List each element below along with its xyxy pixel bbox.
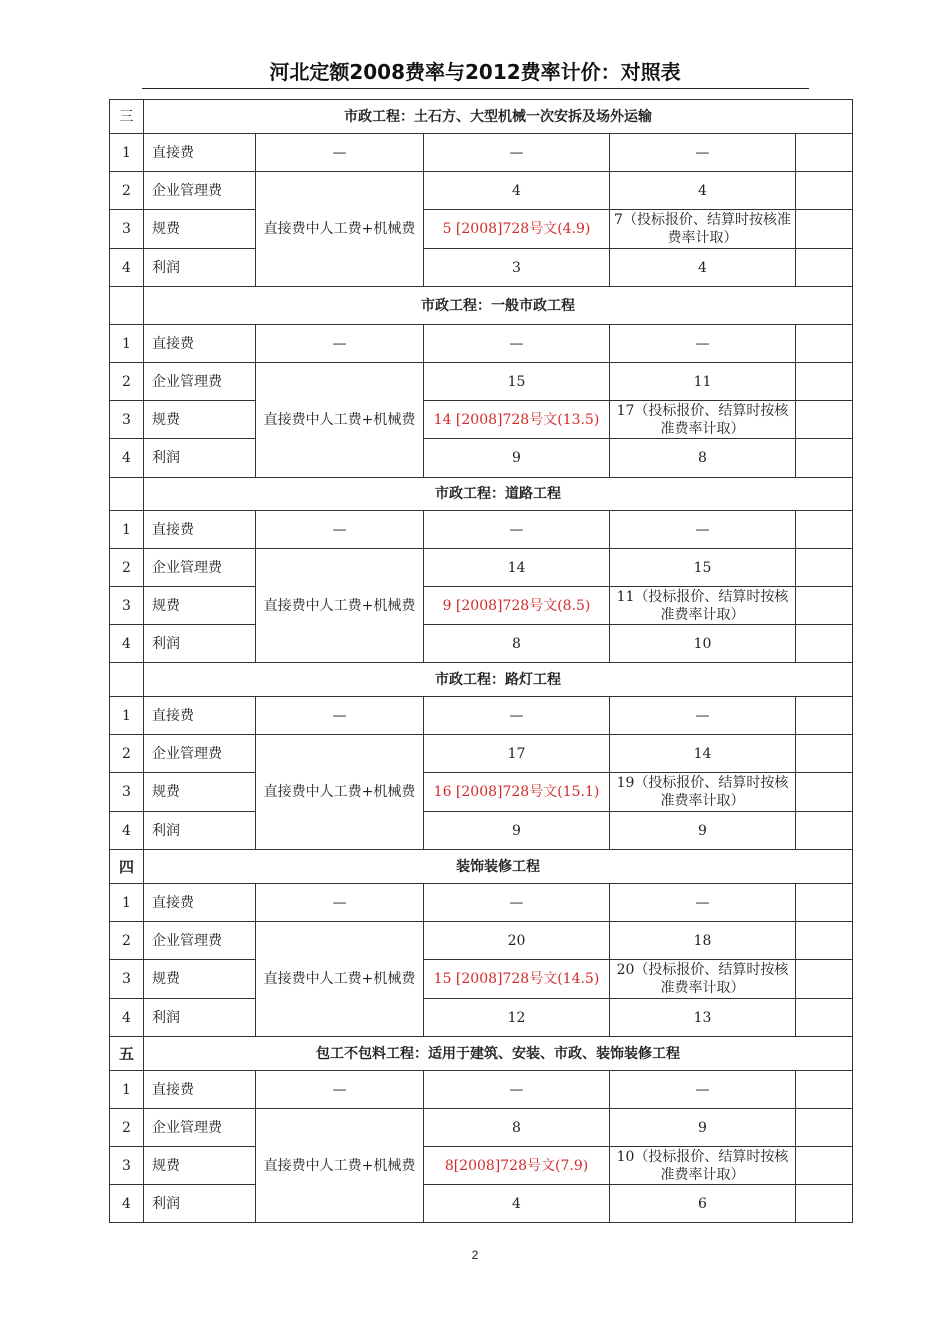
rate-2012: 10 [610,625,796,663]
row-index: 4 [110,439,144,478]
rate-2012: 6 [610,1185,796,1223]
blank-cell [796,884,853,922]
section-number: 五 [110,1037,144,1071]
table-row [110,172,853,210]
rate-2008: 15 [2008]728号文(14.5) [424,960,610,999]
blank-cell [796,134,853,172]
rate-2012: 13 [610,999,796,1037]
table-row [110,134,853,172]
item-label: 企业管理费 [144,172,256,210]
dash-cell: — [256,1071,424,1109]
item-label: 直接费 [144,134,256,172]
section-header-row [110,100,853,134]
blank-cell [796,325,853,363]
rate-2012: 4 [610,249,796,287]
dash-cell: — [256,325,424,363]
blank-cell [796,1147,853,1185]
rate-2008: 3 [424,249,610,287]
rate-2012: 20（投标报价、结算时按核准费率计取） [610,960,796,999]
section-title: 市政工程：路灯工程 [144,663,853,697]
row-index: 3 [110,401,144,439]
table-row [110,922,853,960]
table-row [110,587,853,625]
rate-2012: 10（投标报价、结算时按核准费率计取） [610,1147,796,1185]
row-index: 1 [110,511,144,549]
dash-cell: — [424,697,610,735]
row-index: 1 [110,134,144,172]
rate-2008: 17 [424,735,610,773]
item-label: 规费 [144,960,256,999]
item-label: 利润 [144,999,256,1037]
row-index: 3 [110,773,144,812]
blank-cell [796,922,853,960]
blank-cell [796,172,853,210]
rate-2008: 20 [424,922,610,960]
table-row [110,1109,853,1147]
item-label: 规费 [144,401,256,439]
table-row [110,363,853,401]
row-index: 1 [110,884,144,922]
row-index: 1 [110,697,144,735]
page-number: 2 [471,1248,479,1262]
blank-cell [796,439,853,478]
row-index: 4 [110,249,144,287]
row-index: 3 [110,960,144,999]
dash-cell: — [610,134,796,172]
rate-2012: 7（投标报价、结算时按核准费率计取） [610,210,796,249]
rate-2008: 5 [2008]728号文(4.9) [424,210,610,249]
section-number [110,478,144,511]
calc-base: 直接费中人工费+机械费 [256,1109,424,1223]
calc-base: 直接费中人工费+机械费 [256,735,424,850]
row-index: 3 [110,210,144,249]
rate-2008: 8[2008]728号文(7.9) [424,1147,610,1185]
dash-cell: — [610,697,796,735]
rate-2008: 9 [2008]728号文(8.5) [424,587,610,625]
table-row [110,735,853,773]
table-row [110,960,853,999]
rate-2008: 9 [424,812,610,850]
dash-cell: — [424,511,610,549]
table-row [110,1071,853,1109]
rate-2012: 4 [610,172,796,210]
blank-cell [796,363,853,401]
rate-2008: 14 [2008]728号文(13.5) [424,401,610,439]
dash-cell: — [610,325,796,363]
row-index: 1 [110,325,144,363]
section-number [110,663,144,697]
calc-base: 直接费中人工费+机械费 [256,172,424,287]
calc-base: 直接费中人工费+机械费 [256,363,424,478]
dash-cell: — [256,884,424,922]
blank-cell [796,401,853,439]
rate-2012: 14 [610,735,796,773]
item-label: 利润 [144,812,256,850]
section-number [110,287,144,325]
rate-2008: 14 [424,549,610,587]
rate-2012: 17（投标报价、结算时按核准费率计取） [610,401,796,439]
section-number: 三 [110,100,144,134]
document-title: 河北定额2008费率与2012费率计价：对照表 [269,60,681,84]
table-row [110,812,853,850]
item-label: 规费 [144,1147,256,1185]
rate-2008: 12 [424,999,610,1037]
section-title: 市政工程：一般市政工程 [144,287,853,325]
section-header-row [110,1037,853,1071]
row-index: 4 [110,625,144,663]
row-index: 2 [110,1109,144,1147]
dash-cell: — [610,884,796,922]
section-header-row [110,287,853,325]
rate-2012: 11 [610,363,796,401]
item-label: 直接费 [144,884,256,922]
blank-cell [796,249,853,287]
rate-2008: 16 [2008]728号文(15.1) [424,773,610,812]
item-label: 利润 [144,439,256,478]
blank-cell [796,697,853,735]
item-label: 直接费 [144,511,256,549]
rate-2012: 19（投标报价、结算时按核准费率计取） [610,773,796,812]
table-row [110,511,853,549]
table-row [110,249,853,287]
row-index: 2 [110,922,144,960]
blank-cell [796,812,853,850]
blank-cell [796,625,853,663]
item-label: 企业管理费 [144,922,256,960]
rate-2012: 8 [610,439,796,478]
dash-cell: — [424,325,610,363]
table-row [110,773,853,812]
blank-cell [796,1185,853,1223]
blank-cell [796,735,853,773]
rate-2008: 8 [424,625,610,663]
item-label: 直接费 [144,697,256,735]
rate-2012: 9 [610,812,796,850]
section-title: 装饰装修工程 [144,850,853,884]
row-index: 2 [110,172,144,210]
calc-base: 直接费中人工费+机械费 [256,549,424,663]
item-label: 企业管理费 [144,735,256,773]
section-title: 市政工程：土石方、大型机械一次安拆及场外运输 [144,100,853,134]
row-index: 3 [110,587,144,625]
blank-cell [796,549,853,587]
section-header-row [110,663,853,697]
item-label: 直接费 [144,325,256,363]
table-row [110,401,853,439]
table-row [110,439,853,478]
item-label: 利润 [144,625,256,663]
row-index: 2 [110,735,144,773]
blank-cell [796,773,853,812]
rate-2012: 11（投标报价、结算时按核准费率计取） [610,587,796,625]
item-label: 规费 [144,773,256,812]
item-label: 利润 [144,1185,256,1223]
item-label: 企业管理费 [144,549,256,587]
dash-cell: — [424,1071,610,1109]
table-row [110,884,853,922]
rate-2008: 4 [424,1185,610,1223]
dash-cell: — [610,1071,796,1109]
table-row [110,549,853,587]
dash-cell: — [256,697,424,735]
blank-cell [796,1109,853,1147]
rate-comparison-table [109,99,853,1223]
row-index: 4 [110,1185,144,1223]
table-row [110,1185,853,1223]
blank-cell [796,511,853,549]
item-label: 企业管理费 [144,363,256,401]
dash-cell: — [256,134,424,172]
rate-2012: 15 [610,549,796,587]
rate-2008: 15 [424,363,610,401]
table-row [110,210,853,249]
row-index: 2 [110,363,144,401]
item-label: 企业管理费 [144,1109,256,1147]
blank-cell [796,960,853,999]
row-index: 4 [110,999,144,1037]
section-title: 市政工程：道路工程 [144,478,853,511]
dash-cell: — [424,134,610,172]
title-underline [142,88,809,89]
item-label: 直接费 [144,1071,256,1109]
table-row [110,1147,853,1185]
table-row [110,999,853,1037]
section-number: 四 [110,850,144,884]
table-row [110,697,853,735]
row-index: 3 [110,1147,144,1185]
table-row [110,325,853,363]
item-label: 规费 [144,587,256,625]
section-title: 包工不包料工程：适用于建筑、安装、市政、装饰装修工程 [144,1037,853,1071]
rate-2012: 18 [610,922,796,960]
item-label: 利润 [144,249,256,287]
section-header-row [110,478,853,511]
blank-cell [796,587,853,625]
rate-2008: 8 [424,1109,610,1147]
blank-cell [796,999,853,1037]
blank-cell [796,210,853,249]
item-label: 规费 [144,210,256,249]
rate-2012: 9 [610,1109,796,1147]
calc-base: 直接费中人工费+机械费 [256,922,424,1037]
row-index: 1 [110,1071,144,1109]
row-index: 4 [110,812,144,850]
blank-cell [796,1071,853,1109]
rate-2008: 9 [424,439,610,478]
dash-cell: — [610,511,796,549]
dash-cell: — [256,511,424,549]
row-index: 2 [110,549,144,587]
dash-cell: — [424,884,610,922]
section-header-row [110,850,853,884]
rate-2008: 4 [424,172,610,210]
table-row [110,625,853,663]
